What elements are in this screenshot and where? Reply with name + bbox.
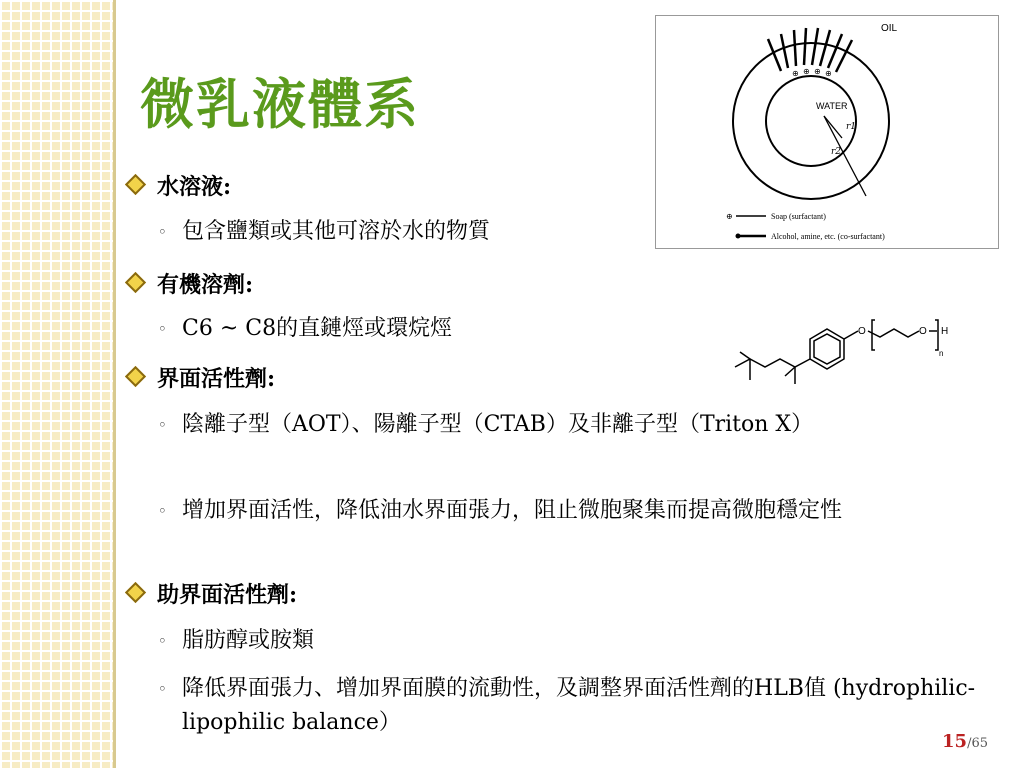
circle-bullet-icon: ◦ [158, 223, 167, 241]
water-label: WATER [816, 101, 848, 111]
slide-title: 微乳液體系 [140, 72, 420, 136]
page-number: 15/65 [942, 731, 988, 752]
triton-x-structure [725, 312, 975, 392]
diamond-bullet-icon [125, 174, 146, 195]
legend-soap-head-icon: ⊕ [726, 212, 733, 221]
hydrogen-label: H [941, 326, 949, 337]
oxygen-2-label: O [919, 326, 927, 337]
triton-x-svg [725, 312, 975, 392]
bullet-cosurfactant: 助界面活性劑: [128, 578, 297, 612]
r2-label: r2 [831, 147, 842, 157]
molecule-bonds [735, 320, 938, 384]
sub-bullet: ◦ C6 ~ C8的直鏈烴或環烷烴 [158, 312, 996, 346]
bullet-organic-solvent: 有機溶劑: [128, 268, 253, 302]
circle-bullet-icon: ◦ [158, 416, 167, 434]
sub-bullet: ◦ 脂肪醇或胺類 [158, 624, 996, 658]
r1-arrow [824, 116, 842, 138]
svg-text:⊕: ⊕ [803, 67, 810, 76]
sub-bullet: ◦ 降低界面張力、增加界面膜的流動性，及調整界面活性劑的HLB值 (hydrophilic-lipophilic balance） [158, 672, 996, 740]
svg-text:⊕: ⊕ [814, 67, 821, 76]
legend-soap-label: Soap (surfactant) [771, 212, 826, 221]
micelle-diagram [655, 15, 999, 249]
svg-text:⊕: ⊕ [825, 69, 832, 78]
circle-bullet-icon: ◦ [158, 680, 167, 698]
bullet-surfactant: 界面活性劑: [128, 362, 275, 396]
repeat-n-label: n [939, 349, 944, 358]
bullet-aqueous: 水溶液: [128, 170, 231, 204]
circle-bullet-icon: ◦ [158, 502, 167, 520]
outer-circle [733, 43, 889, 199]
diamond-bullet-icon [125, 582, 146, 603]
oxygen-1-label: O [858, 326, 866, 337]
oil-label: OIL [881, 23, 898, 34]
svg-text:⊕: ⊕ [792, 69, 799, 78]
legend-alcohol-label: Alcohol, amine, etc. (co-surfactant) [771, 232, 885, 241]
circle-bullet-icon: ◦ [158, 632, 167, 650]
circle-bullet-icon: ◦ [158, 320, 167, 338]
diamond-bullet-icon [125, 272, 146, 293]
sub-bullet: ◦ 增加界面活性，降低油水界面張力，阻止微胞聚集而提高微胞穩定性 [158, 494, 996, 528]
sub-bullet: ◦ 包含鹽類或其他可溶於水的物質 [158, 215, 996, 249]
side-divider [113, 0, 116, 768]
side-pattern [0, 0, 113, 768]
r1-label: r1 [846, 122, 857, 132]
sub-bullet: ◦ 陰離子型（AOT）、陽離子型（CTAB）及非離子型（Triton X） [158, 408, 996, 442]
micelle-diagram-svg [656, 16, 998, 248]
diamond-bullet-icon [125, 366, 146, 387]
